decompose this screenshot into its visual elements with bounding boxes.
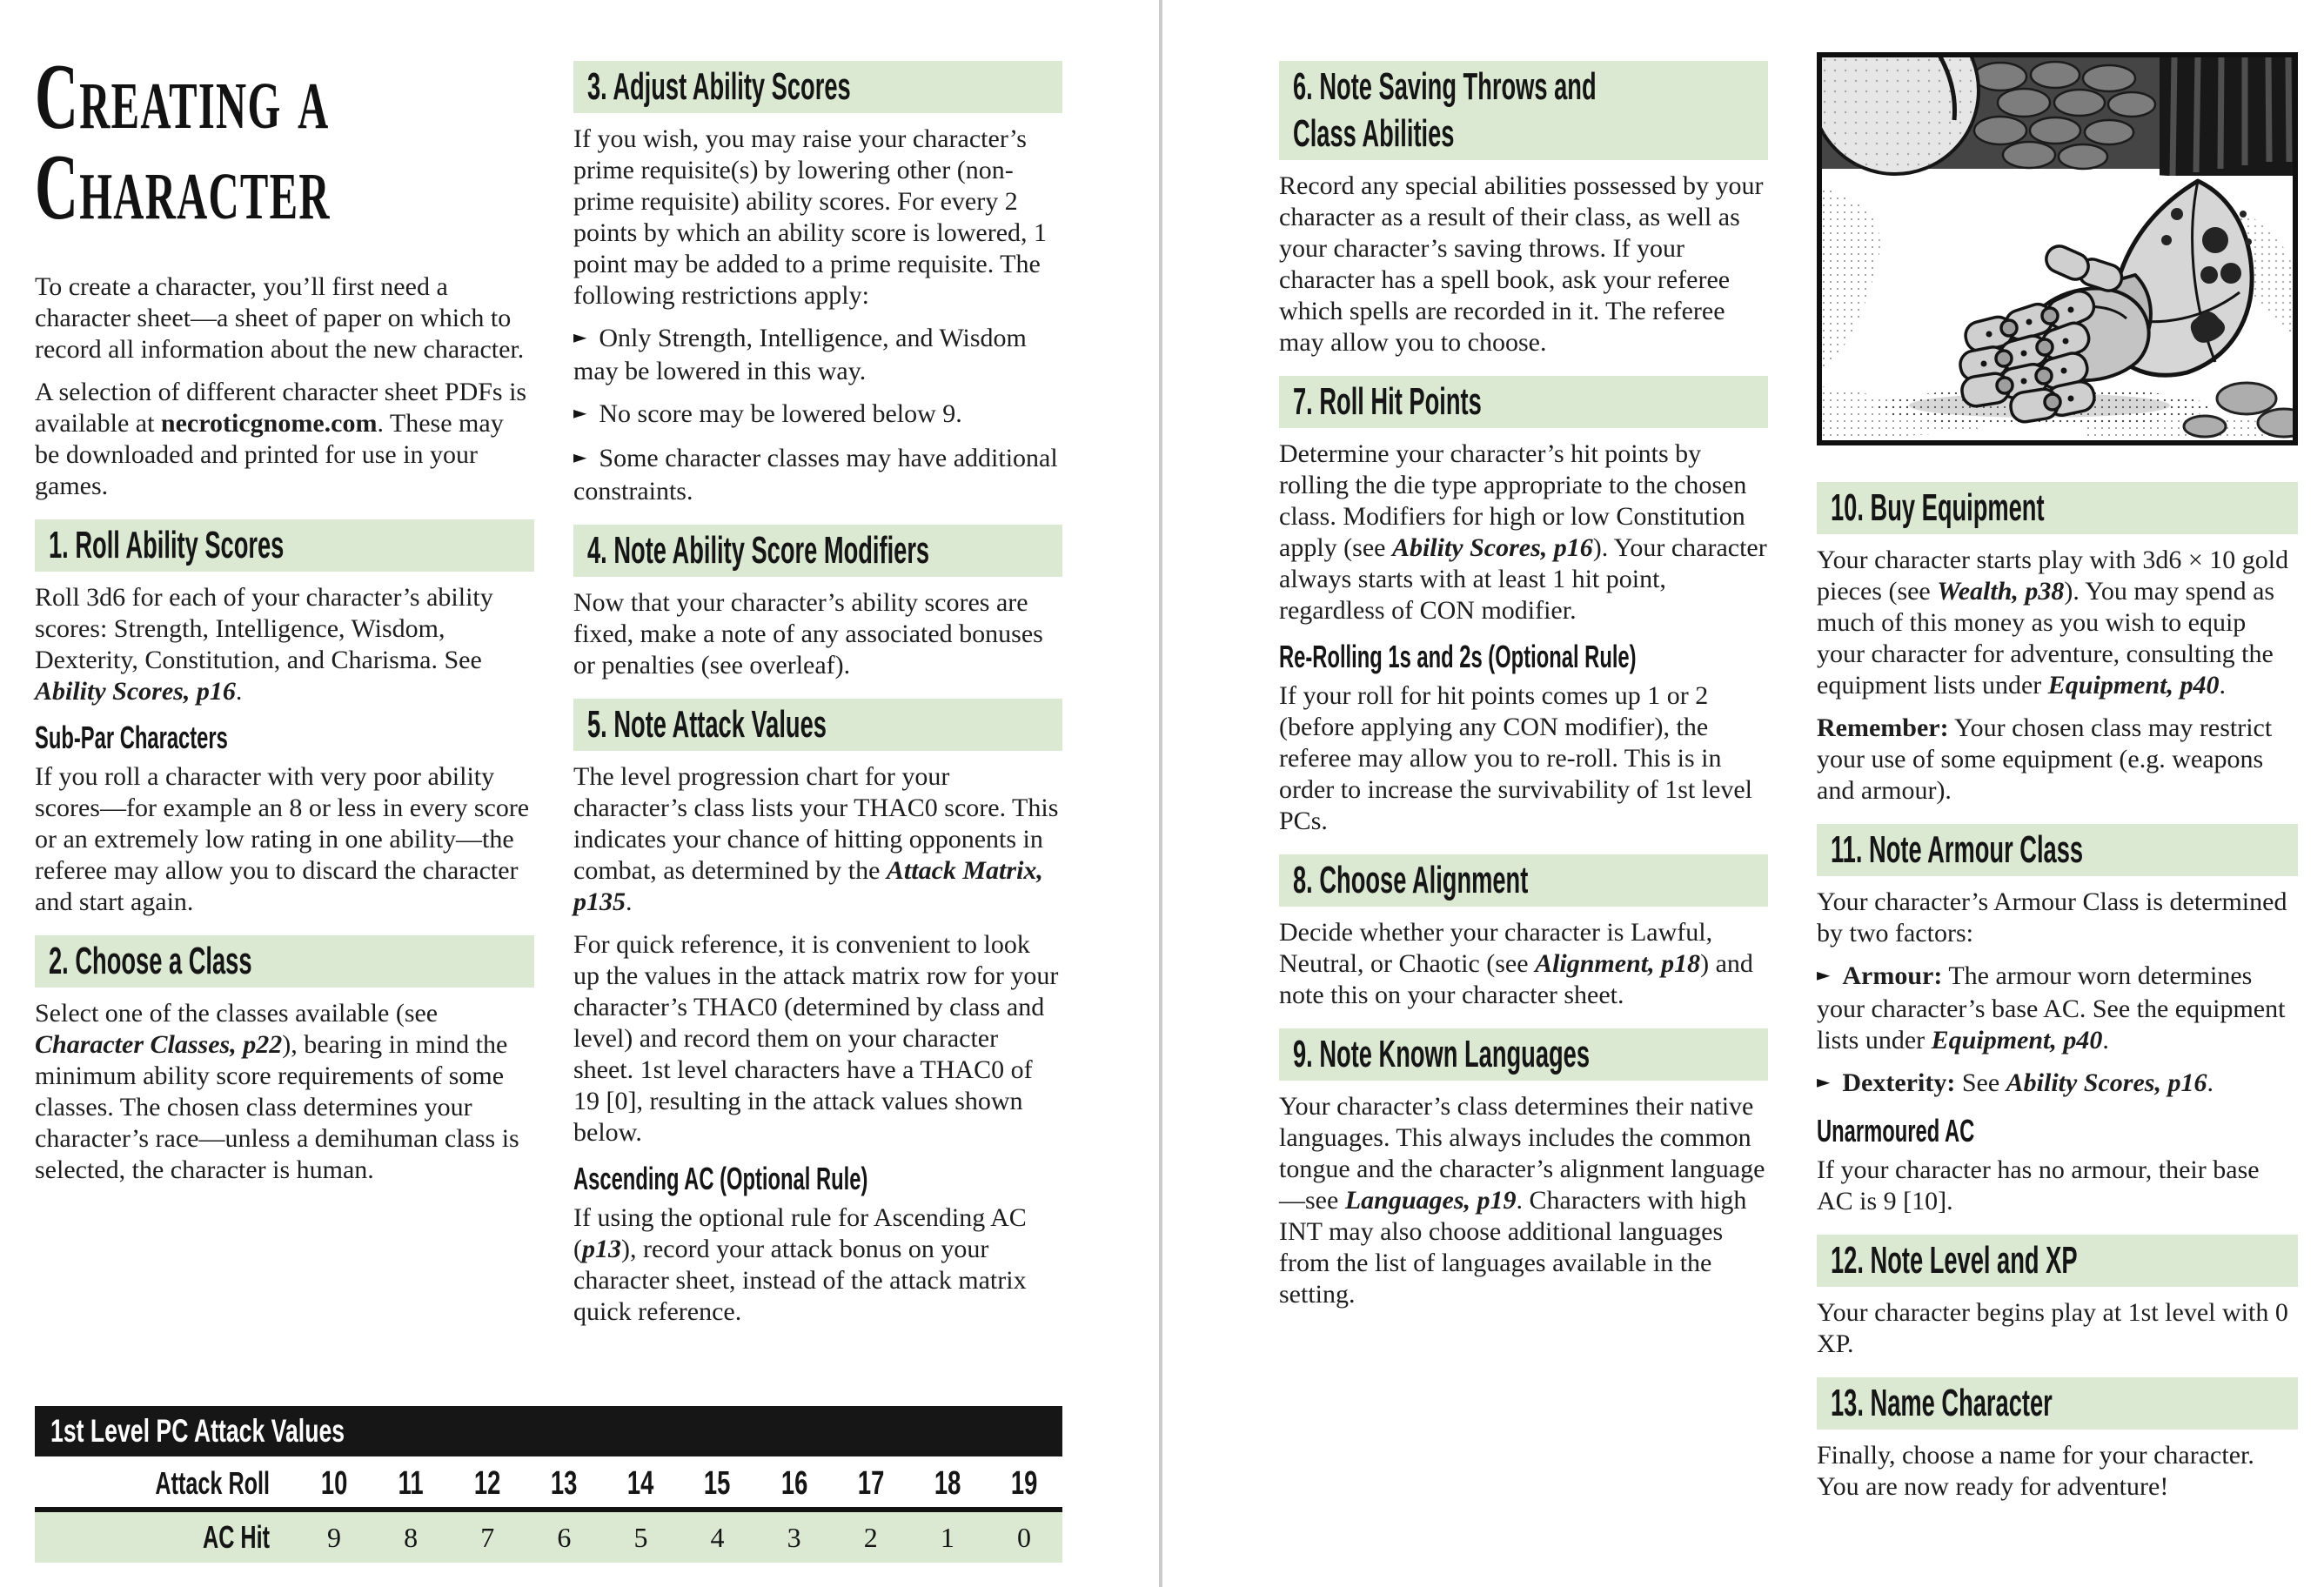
heading-label: 3. Adjust Ability Scores xyxy=(587,65,851,108)
text: ), bearing in mind the minimum ability score requirements of some classes. The chosen class determines your character’s race—unless a demihuman class is selected, the character is human. xyxy=(35,1030,519,1184)
paragraph xyxy=(35,582,534,707)
page-title-line2: Character xyxy=(35,136,331,239)
bullet-item xyxy=(573,323,1062,387)
table-cell xyxy=(833,1465,909,1503)
cell-value: 12 xyxy=(474,1464,501,1502)
website-name: necroticgnome.com xyxy=(160,409,378,438)
heading-label: 1. Roll Ability Scores xyxy=(49,524,285,566)
table-row-ac-hit xyxy=(35,1512,1062,1563)
cell-value: 17 xyxy=(857,1464,884,1502)
text: Your chosen class may restrict your use of some equipment (e.g. weapons and armour). xyxy=(1817,713,2273,805)
cell-value: 14 xyxy=(627,1464,654,1502)
table-cell: 3 xyxy=(787,1521,801,1553)
text: The level progression chart for your character’s class lists your THAC0 score. This indicates your chance of hitting opponents in combat, as determined by the xyxy=(573,762,1059,885)
table-cell xyxy=(756,1465,833,1503)
text: Select one of the classes available (see xyxy=(35,999,439,1028)
paragraph xyxy=(1279,917,1768,1011)
table-cell: 9 xyxy=(327,1521,342,1553)
bullet-text: Some character classes may have additional constraints. xyxy=(573,444,1058,506)
column-1 xyxy=(35,44,534,1197)
heading-label: 8. Choose Alignment xyxy=(1293,859,1529,901)
table-title: 1st Level PC Attack Values xyxy=(50,1413,345,1449)
heading-name-character xyxy=(1817,1377,2298,1430)
bullet-item xyxy=(573,398,1062,432)
row-header-label: AC Hit xyxy=(203,1519,270,1555)
text: If using the optional rule for Ascending AC ( xyxy=(573,1203,1027,1263)
bullet-icon: ► xyxy=(573,402,587,423)
heading-label: 5. Note Attack Values xyxy=(587,703,827,746)
cell-value: 10 xyxy=(320,1464,348,1502)
gauntlet-illustration-svg xyxy=(1822,57,2293,440)
text: Determine your character’s hit points by rolling the die type appropriate to the chosen class. Modifiers for high or low Constitution apply (see xyxy=(1279,439,1747,562)
heading-choose-a-class xyxy=(35,935,534,988)
text: ). You may spend as much of this money as you wish to equip your character for adventure, consulting the equipment lists under xyxy=(1817,577,2275,700)
heading-note-level-and-xp xyxy=(1817,1235,2298,1287)
column-2 xyxy=(573,44,1062,1339)
heading-label: Class Abilities xyxy=(1293,112,1455,155)
heading-note-armour-class xyxy=(1817,824,2298,876)
table-cell: 5 xyxy=(633,1521,648,1553)
table-cell: 6 xyxy=(557,1521,572,1553)
table-row-attack-roll xyxy=(35,1460,1062,1512)
paragraph xyxy=(573,761,1062,918)
row-header xyxy=(35,1465,296,1502)
heading-label: 4. Note Ability Score Modifiers xyxy=(587,529,930,572)
bullet-text: . xyxy=(2102,1026,2109,1055)
paragraph: Your character’s Armour Class is determined by two factors: xyxy=(1817,887,2287,948)
heading-label: 2. Choose a Class xyxy=(49,940,252,982)
subheading-label: Ascending AC (Optional Rule) xyxy=(573,1161,868,1196)
heading-roll-hit-points xyxy=(1279,376,1768,428)
bullet-item xyxy=(573,443,1062,507)
table-cell xyxy=(526,1465,602,1503)
cell-value: 11 xyxy=(398,1464,424,1502)
heading-label: 6. Note Saving Throws and xyxy=(1293,65,1597,108)
table-cell xyxy=(296,1465,372,1503)
paragraph xyxy=(1817,545,2298,701)
table-cell: 7 xyxy=(480,1521,495,1553)
paragraph: Now that your character’s ability scores are fixed, make a note of any associated bonuses or penalties (see overleaf). xyxy=(573,588,1043,680)
heading-note-saving-throws xyxy=(1279,61,1768,160)
cross-reference: Wealth, p38 xyxy=(1937,577,2065,606)
emphasis: Dexterity: xyxy=(1842,1068,1956,1097)
text: . Characters with high INT may also choose additional languages from the list of languages available in the setting. xyxy=(1279,1186,1747,1309)
subheading-label: Unarmoured AC xyxy=(1817,1113,1975,1148)
table-cell xyxy=(449,1465,526,1503)
heading-label: 7. Roll Hit Points xyxy=(1293,380,1482,423)
heading-choose-alignment xyxy=(1279,854,1768,907)
heading-note-attack-values xyxy=(573,699,1062,751)
emphasis: Armour: xyxy=(1842,961,1943,990)
bullet-text: The armour worn determines your character’s base AC. See the equipment lists under xyxy=(1817,961,2286,1055)
paragraph xyxy=(1817,713,2298,807)
subheading-ascending-ac xyxy=(573,1161,1062,1197)
row-header-label: Attack Roll xyxy=(155,1465,270,1501)
subheading-sub-par-characters xyxy=(35,720,534,756)
cross-reference: Alignment, p18 xyxy=(1535,949,1701,978)
paragraph: Record any special abilities possessed by your character as a result of their class, as well as your character’s saving throws. If your character has a spell book, ask your referee which spells are recorded in it. The referee may allow you to choose. xyxy=(1279,171,1764,357)
intro-text: A selection of different character sheet PDFs is available at xyxy=(35,378,527,438)
paragraph: Your character begins play at 1st level with 0 XP. xyxy=(1817,1298,2288,1358)
table-cell xyxy=(909,1465,986,1503)
table-cell: 2 xyxy=(863,1521,878,1553)
heading-buy-equipment xyxy=(1817,482,2298,534)
table-cell xyxy=(986,1465,1062,1503)
text: ). Your character always starts with at least 1 hit point, regardless of CON modifier. xyxy=(1279,533,1767,625)
cell-value: 19 xyxy=(1010,1464,1038,1502)
paragraph: If you roll a character with very poor ability scores—for example an 8 or less in every score or an extremely low rating in one ability—the referee may allow you to discard the character and start again. xyxy=(35,762,530,916)
cell-value: 18 xyxy=(934,1464,961,1502)
cross-reference: p13 xyxy=(582,1235,621,1263)
text: ), record your attack bonus on your character sheet, instead of the attack matrix quick reference. xyxy=(573,1235,1027,1326)
heading-roll-ability-scores xyxy=(35,519,534,572)
subheading-label: Re-Rolling 1s and 2s (Optional Rule) xyxy=(1279,639,1637,674)
bullet-text: . xyxy=(2207,1068,2213,1097)
bullet-icon: ► xyxy=(573,446,587,467)
paragraph: For quick reference, it is convenient to look up the values in the attack matrix row for your character’s THAC0 (determined by class and level) and record them on your character sheet. 1st level characters have a THAC0 of 19 [0], resulting in the attack values shown below. xyxy=(573,930,1059,1147)
bullet-icon: ► xyxy=(1817,964,1831,985)
bullet-text: See xyxy=(1955,1068,2006,1097)
text: . xyxy=(235,677,243,706)
row-header xyxy=(35,1519,296,1556)
gauntlet-illustration xyxy=(1817,52,2298,445)
cell-value: 16 xyxy=(780,1464,807,1502)
table-cell xyxy=(372,1465,449,1503)
bullet-icon: ► xyxy=(1817,1071,1831,1092)
table-title-bar xyxy=(35,1406,1062,1456)
subheading-rerolling xyxy=(1279,639,1768,675)
page-divider xyxy=(1159,0,1162,1587)
heading-label: 9. Note Known Languages xyxy=(1293,1033,1591,1075)
intro-paragraph-1: To create a character, you’ll first need a character sheet—a sheet of paper on which to record all information about the new character. xyxy=(35,272,525,364)
cross-reference: Ability Scores, p16 xyxy=(35,677,236,706)
text: Your character’s class determines their native languages. This always includes the common tongue and the character’s alignment language—see xyxy=(1279,1092,1765,1215)
paragraph xyxy=(1279,439,1768,626)
cell-value: 13 xyxy=(551,1464,578,1502)
paragraph xyxy=(35,998,534,1186)
subheading-unarmoured-ac xyxy=(1817,1113,2298,1149)
heading-note-known-languages xyxy=(1279,1028,1768,1081)
heading-label: 11. Note Armour Class xyxy=(1831,828,2084,871)
column-4 xyxy=(1817,38,2298,1514)
page-title xyxy=(35,45,534,239)
page-title-line1: Creating a xyxy=(35,45,330,149)
cross-reference: Equipment, p40 xyxy=(1931,1026,2103,1055)
intro-text: . These may be downloaded and printed for use in your games. xyxy=(35,409,504,500)
cross-reference: Equipment, p40 xyxy=(2047,671,2220,700)
bullet-item xyxy=(1817,961,2298,1056)
bullet-text: Only Strength, Intelligence, and Wisdom may be lowered in this way. xyxy=(573,324,1027,385)
column-3 xyxy=(1279,44,1768,1322)
cross-reference: Attack Matrix, p135 xyxy=(573,856,1043,916)
text: Decide whether your character is Lawful, Neutral, or Chaotic (see xyxy=(1279,918,1713,978)
bullet-text: No score may be lowered below 9. xyxy=(599,399,962,428)
table-cell: 4 xyxy=(710,1521,725,1553)
text: . xyxy=(2219,671,2226,700)
paragraph: If your character has no armour, their base AC is 9 [10]. xyxy=(1817,1155,2260,1215)
paragraph xyxy=(1279,1091,1768,1310)
cross-reference: Languages, p19 xyxy=(1344,1186,1517,1215)
intro-paragraph-2 xyxy=(35,377,534,502)
heading-label: 10. Buy Equipment xyxy=(1831,486,2045,529)
table-cell xyxy=(602,1465,679,1503)
subheading-label: Sub-Par Characters xyxy=(35,720,228,755)
emphasis: Remember: xyxy=(1817,713,1949,742)
paragraph: If your roll for hit points comes up 1 or 2 (before applying any CON modifier), the referee may allow you to re-roll. This is in order to increase the survivability of 1st level PCs. xyxy=(1279,681,1752,835)
paragraph: If you wish, you may raise your character’s prime requisite(s) by lowering other (non-prime requisite) ability scores. For every 2 points by which an ability score is lowered, 1 point may be added to a prime requisite. The following restrictions apply: xyxy=(573,124,1048,310)
heading-label: 12. Note Level and XP xyxy=(1831,1239,2078,1282)
heading-adjust-ability-scores xyxy=(573,61,1062,113)
cross-reference: Ability Scores, p16 xyxy=(1391,533,1593,562)
text: ) and note this on your character sheet. xyxy=(1279,949,1753,1009)
table-cell xyxy=(679,1465,755,1503)
text: Roll 3d6 for each of your character’s ability scores: Strength, Intelligence, Wisdom, Dexterity, Constitution, and Charisma. See xyxy=(35,583,493,674)
bullet-item xyxy=(1817,1068,2298,1101)
cross-reference: Ability Scores, p16 xyxy=(2006,1068,2207,1097)
attack-values-table xyxy=(35,1406,1062,1563)
cell-value: 15 xyxy=(704,1464,731,1502)
table-cell: 8 xyxy=(404,1521,419,1553)
paragraph xyxy=(573,1202,1062,1328)
cross-reference: Character Classes, p22 xyxy=(35,1030,283,1059)
text: Your character starts play with 3d6 × 10 gold pieces (see xyxy=(1817,546,2289,606)
bullet-icon: ► xyxy=(573,326,587,347)
paragraph: Finally, choose a name for your character. You are now ready for adventure! xyxy=(1817,1441,2254,1501)
heading-label: 13. Name Character xyxy=(1831,1382,2053,1424)
table-cell: 1 xyxy=(940,1521,954,1553)
heading-note-ability-score-modifiers xyxy=(573,525,1062,577)
text: . xyxy=(626,887,633,916)
table-cell: 0 xyxy=(1016,1521,1031,1553)
